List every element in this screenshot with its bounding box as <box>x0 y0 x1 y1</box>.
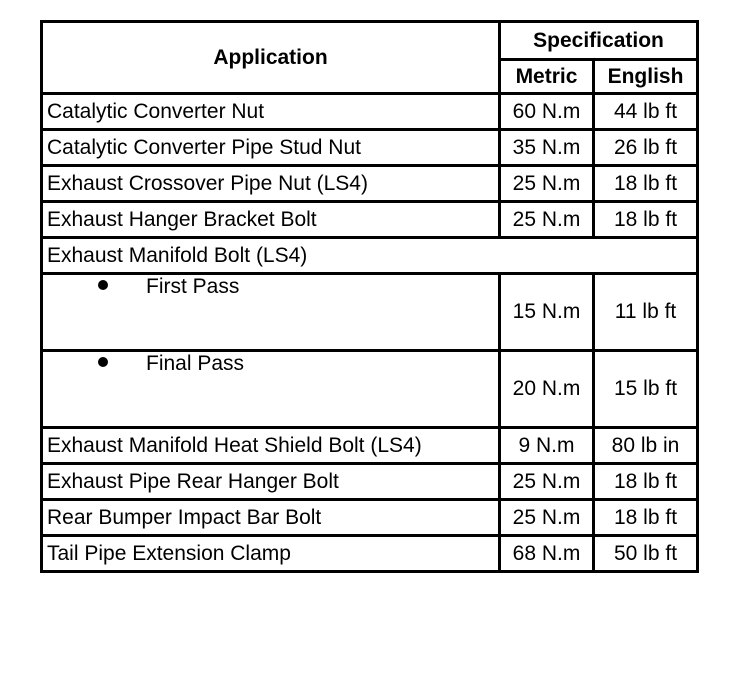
table-row <box>42 500 698 536</box>
english-cell: 18 lb ft <box>594 500 698 536</box>
header-row-top <box>42 22 698 60</box>
english-cell: 50 lb ft <box>594 536 698 572</box>
bullet-icon <box>98 280 108 290</box>
english-cell: 11 lb ft <box>594 274 698 351</box>
table-row <box>42 202 698 238</box>
english-cell: 18 lb ft <box>594 166 698 202</box>
application-cell: Exhaust Pipe Rear Hanger Bolt <box>42 464 500 500</box>
english-cell: 15 lb ft <box>594 351 698 428</box>
specification-header: Specification <box>500 22 698 60</box>
application-cell: Catalytic Converter Pipe Stud Nut <box>42 130 500 166</box>
metric-cell: 9 N.m <box>500 428 594 464</box>
table-row <box>42 351 698 428</box>
metric-cell: 25 N.m <box>500 500 594 536</box>
bullet-icon <box>98 357 108 367</box>
english-cell: 26 lb ft <box>594 130 698 166</box>
manifold-group-row <box>42 238 698 274</box>
metric-cell: 68 N.m <box>500 536 594 572</box>
table-row <box>42 166 698 202</box>
english-cell: 80 lb in <box>594 428 698 464</box>
application-cell: Exhaust Manifold Heat Shield Bolt (LS4) <box>42 428 500 464</box>
english-cell: 18 lb ft <box>594 464 698 500</box>
table-row <box>42 274 698 351</box>
metric-header: Metric <box>500 60 594 94</box>
metric-cell: 25 N.m <box>500 166 594 202</box>
metric-cell: 25 N.m <box>500 464 594 500</box>
metric-cell: 20 N.m <box>500 351 594 428</box>
application-cell: Tail Pipe Extension Clamp <box>42 536 500 572</box>
table-row <box>42 536 698 572</box>
metric-cell: 60 N.m <box>500 94 594 130</box>
english-cell: 18 lb ft <box>594 202 698 238</box>
application-cell: Exhaust Hanger Bracket Bolt <box>42 202 500 238</box>
table-row <box>42 464 698 500</box>
application-cell: Catalytic Converter Nut <box>42 94 500 130</box>
application-cell: Exhaust Crossover Pipe Nut (LS4) <box>42 166 500 202</box>
application-cell: Rear Bumper Impact Bar Bolt <box>42 500 500 536</box>
pass-label: Final Pass <box>146 352 245 375</box>
english-cell: 44 lb ft <box>594 94 698 130</box>
table-row <box>42 94 698 130</box>
table-row <box>42 428 698 464</box>
english-header: English <box>594 60 698 94</box>
metric-cell: 15 N.m <box>500 274 594 351</box>
application-cell: Exhaust Manifold Bolt (LS4) <box>42 238 698 274</box>
metric-cell: 35 N.m <box>500 130 594 166</box>
pass-label: First Pass <box>146 275 240 298</box>
sub-application-cell <box>42 351 500 428</box>
table-row <box>42 130 698 166</box>
application-header: Application <box>42 22 500 94</box>
sub-application-cell <box>42 274 500 351</box>
metric-cell: 25 N.m <box>500 202 594 238</box>
torque-spec-table <box>40 20 699 573</box>
